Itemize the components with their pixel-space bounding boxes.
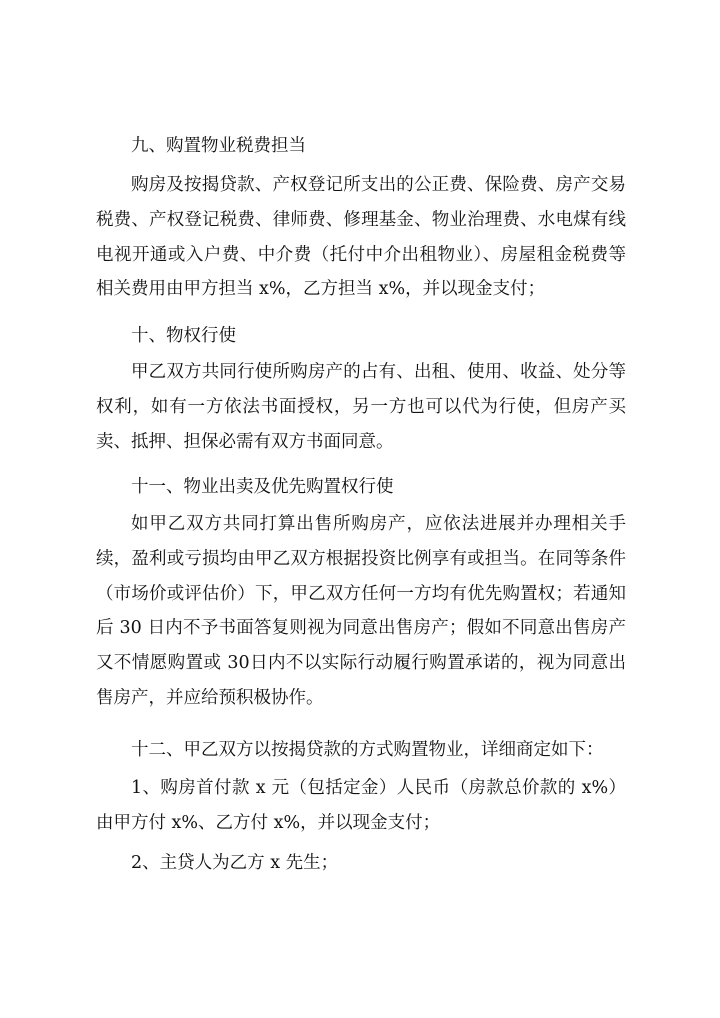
section-12-heading: 十二、甲乙双方以按揭贷款的方式购置物业，详细商定如下： <box>131 740 604 760</box>
section-12-item-2: 2、主贷人为乙方 x 先生； <box>131 853 339 873</box>
section-10-body: 甲乙双方共同行使所购房产的占有、出租、使用、收益、处分等权利，如有一方依法书面授权，另一方也可以代为行使，但房产买卖、抵押、担保必需有双方书面同意。 <box>96 362 626 452</box>
section-11-heading: 十一、物业出卖及优先购置权行使 <box>131 477 394 497</box>
section-12-item-1: 1、购房首付款 x 元（包括定金）人民币（房款总价款的 x%）由甲方付 x%、乙方付 x%，并以现金支付； <box>96 778 626 833</box>
section-11-body: 如甲乙双方共同打算出售所购房产，应依法进展并办理相关手续，盈利或亏损均由甲乙双方根据投资比例享有或担当。在同等条件（市场价或评估价）下，甲乙双方任何一方均有优先购置权；若通知后 30 日内不予书面答复则视为同意出售房产；假如不同意出售房产又不情愿购置或 30日内不以实际行动履行购置承诺的，视为同意出售房产，并应给预积极协作。 <box>96 514 626 708</box>
section-9-body: 购房及按揭贷款、产权登记所支出的公正费、保险费、房产交易税费、产权登记税费、律师费、修理基金、物业治理费、水电煤有线电视开通或入户费、中介费（托付中介出租物业）、房屋租金税费等相关费用由甲方担当 x%，乙方担当 x%，并以现金支付； <box>96 175 626 300</box>
section-10-heading: 十、物权行使 <box>131 326 236 346</box>
section-9-heading: 九、购置物业税费担当 <box>131 136 306 156</box>
